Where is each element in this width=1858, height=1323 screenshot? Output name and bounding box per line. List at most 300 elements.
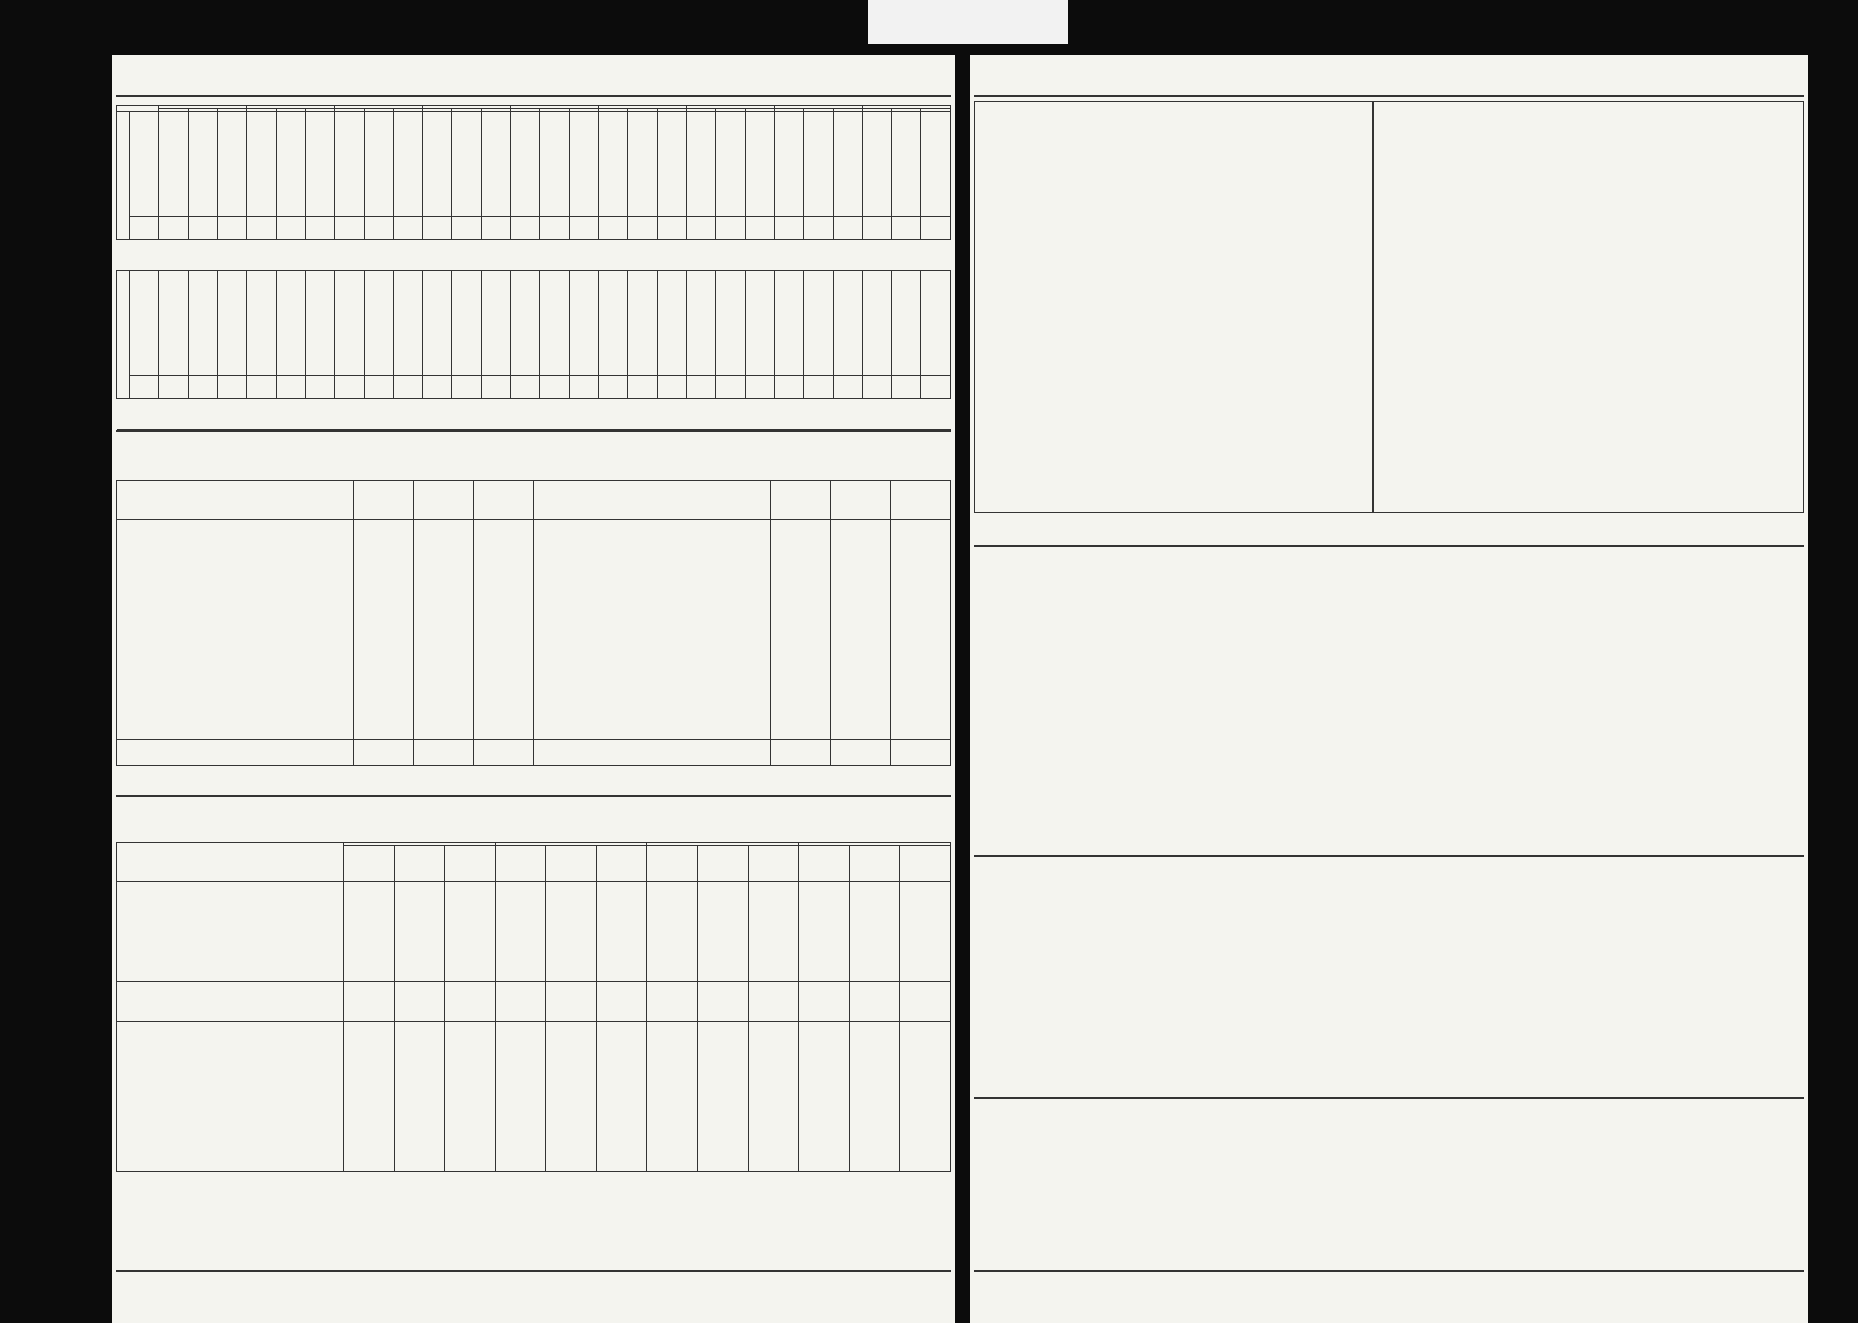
imm-blurred-cell: [481, 161, 510, 172]
imm-blurred-cell: [335, 112, 364, 129]
imm-blurred-cell: [305, 161, 334, 172]
imm-row-label: [130, 183, 159, 194]
em-blurred-cell: [276, 353, 305, 364]
em-blurred-cell: [393, 364, 422, 376]
em-blurred-cell: [247, 364, 276, 376]
table-row: [117, 1022, 951, 1172]
imm-blurred-cell: [159, 128, 188, 139]
imm-blurred-cell: [540, 150, 569, 161]
em-blurred-cell: [833, 309, 862, 320]
table-row: [117, 520, 951, 740]
em-blurred-cell: [540, 298, 569, 309]
em-blurred-cell: [423, 287, 452, 298]
em-blurred-cell: [335, 331, 364, 342]
right-t-col: [891, 520, 951, 740]
em-blurred-cell: [628, 309, 657, 320]
imm-blurred-cell: [481, 150, 510, 161]
em-blurred-cell: [393, 298, 422, 309]
em-blurred-cell: [247, 287, 276, 298]
imm-blurred-cell: [599, 161, 628, 172]
em-blurred-cell: [481, 331, 510, 342]
em-blurred-cell: [452, 271, 481, 288]
descrizione-header: [117, 843, 344, 882]
table-row: [117, 240, 951, 271]
imm-blurred-cell: [159, 150, 188, 161]
em-blurred-total: [452, 376, 481, 399]
imm-blurred-cell: [833, 194, 862, 205]
em-blurred-total: [481, 376, 510, 399]
em-blurred-cell: [217, 298, 246, 309]
em-blurred-cell: [657, 364, 686, 376]
em-blurred-cell: [833, 364, 862, 376]
migration-table: [116, 105, 951, 430]
imm-blurred-cell: [540, 139, 569, 150]
imm-blurred-cell: [217, 150, 246, 161]
em-blurred-cell: [540, 287, 569, 298]
em-blurred-total: [540, 376, 569, 399]
imm-blurred-cell: [804, 161, 833, 172]
imm-blurred-cell: [833, 172, 862, 183]
em-blurred-cell: [716, 320, 745, 331]
em-blurred-cell: [569, 309, 598, 320]
em-blurred-cell: [569, 287, 598, 298]
em-blurred-cell: [188, 320, 217, 331]
em-blurred-cell: [569, 298, 598, 309]
imm-blurred-cell: [364, 161, 393, 172]
sub-header: [647, 846, 698, 882]
imm-blurred-cell: [804, 150, 833, 161]
em-blurred-cell: [511, 298, 540, 309]
em-total-cell: [921, 309, 951, 320]
em-blurred-cell: [774, 353, 803, 364]
imm-blurred-cell: [481, 139, 510, 150]
em-blurred-cell: [364, 353, 393, 364]
sub-header: [596, 846, 647, 882]
table-row: [117, 287, 951, 298]
em-blurred-total: [686, 376, 715, 399]
em-blurred-cell: [804, 320, 833, 331]
em-blurred-total: [305, 376, 334, 399]
maschi-header-2: [771, 481, 831, 520]
imm-blurred-cell: [745, 194, 774, 205]
imm-blurred-cell: [364, 183, 393, 194]
row-value: [799, 1022, 850, 1172]
em-blurred-cell: [159, 331, 188, 342]
em-blurred-cell: [511, 320, 540, 331]
em-blurred-cell: [305, 331, 334, 342]
imm-blurred-cell: [364, 150, 393, 161]
em-blurred-cell: [540, 342, 569, 353]
imm-blurred-cell: [364, 205, 393, 217]
em-total-cell: [921, 353, 951, 364]
em-blurred-cell: [569, 353, 598, 364]
imm-blurred-cell: [657, 183, 686, 194]
imm-total-cell: [921, 183, 951, 194]
em-blurred-cell: [804, 298, 833, 309]
em-blurred-cell: [716, 309, 745, 320]
em-blurred-cell: [217, 287, 246, 298]
em-blurred-cell: [276, 364, 305, 376]
em-blurred-cell: [452, 353, 481, 364]
table-row: [117, 183, 951, 194]
imm-blurred-cell: [452, 205, 481, 217]
imm-blurred-cell: [452, 150, 481, 161]
imm-blurred-cell: [393, 128, 422, 139]
em-blurred-cell: [335, 287, 364, 298]
em-blurred-cell: [452, 331, 481, 342]
em-blurred-cell: [628, 320, 657, 331]
imm-blurred-cell: [569, 112, 598, 129]
row-value: [495, 1022, 546, 1172]
diseases-table: [116, 480, 951, 766]
em-blurred-cell: [833, 320, 862, 331]
top-page-tab: [868, 0, 1068, 44]
right-page: [970, 55, 1808, 1323]
em-blurred-cell: [217, 342, 246, 353]
imm-blurred-cell: [569, 161, 598, 172]
totale-header-2: [891, 481, 951, 520]
em-blurred-total: [247, 376, 276, 399]
em-blurred-cell: [599, 320, 628, 331]
em-blurred-cell: [276, 309, 305, 320]
imm-blurred-cell: [452, 139, 481, 150]
em-total-cell: [921, 342, 951, 353]
em-blurred-cell: [305, 287, 334, 298]
imm-blurred-cell: [481, 112, 510, 129]
imm-blurred-cell: [657, 161, 686, 172]
imm-blurred-cell: [423, 150, 452, 161]
divider: [116, 95, 951, 97]
em-blurred-cell: [628, 298, 657, 309]
em-blurred-total: [364, 376, 393, 399]
em-blurred-cell: [335, 271, 364, 288]
imm-blurred-cell: [804, 205, 833, 217]
imm-blurred-total: [393, 217, 422, 240]
imm-blurred-cell: [804, 183, 833, 194]
em-blurred-total: [423, 376, 452, 399]
imm-blurred-cell: [393, 194, 422, 205]
imm-blurred-cell: [628, 112, 657, 129]
em-row-label: [130, 271, 159, 288]
imm-blurred-cell: [393, 139, 422, 150]
em-blurred-cell: [217, 353, 246, 364]
em-blurred-cell: [599, 298, 628, 309]
imm-blurred-cell: [217, 205, 246, 217]
em-blurred-cell: [628, 342, 657, 353]
em-blurred-total: [599, 376, 628, 399]
imm-blurred-cell: [628, 150, 657, 161]
row-value: [394, 882, 445, 982]
em-blurred-cell: [599, 364, 628, 376]
imm-blurred-cell: [393, 112, 422, 129]
imm-blurred-cell: [833, 139, 862, 150]
em-blurred-cell: [511, 271, 540, 288]
em-blurred-cell: [745, 309, 774, 320]
sub-header: [748, 846, 799, 882]
imm-blurred-cell: [511, 128, 540, 139]
em-blurred-cell: [833, 287, 862, 298]
imm-blurred-cell: [335, 150, 364, 161]
imm-grand-total: [862, 217, 891, 240]
imm-blurred-cell: [481, 128, 510, 139]
em-blurred-cell: [540, 320, 569, 331]
table-row: [117, 320, 951, 331]
imm-blurred-cell: [540, 194, 569, 205]
row-value: [900, 982, 951, 1022]
totale-m: [771, 740, 831, 766]
imm-blurred-cell: [217, 183, 246, 194]
table-row: [117, 740, 951, 766]
imm-total-cell: [892, 139, 921, 150]
imm-blurred-cell: [247, 112, 276, 129]
imm-blurred-cell: [188, 183, 217, 194]
row-value: [394, 1022, 445, 1172]
em-blurred-cell: [452, 320, 481, 331]
imm-blurred-total: [452, 217, 481, 240]
em-blurred-cell: [774, 287, 803, 298]
imm-blurred-total: [305, 217, 334, 240]
imm-blurred-cell: [657, 112, 686, 129]
imm-blurred-cell: [305, 150, 334, 161]
imm-blurred-cell: [188, 139, 217, 150]
imm-blurred-cell: [364, 128, 393, 139]
sub-header: [900, 846, 951, 882]
imm-blurred-cell: [452, 194, 481, 205]
imm-blurred-cell: [364, 194, 393, 205]
divider: [974, 95, 1804, 97]
em-blurred-cell: [745, 287, 774, 298]
imm-blurred-cell: [276, 172, 305, 183]
imm-blurred-cell: [364, 139, 393, 150]
imm-blurred-total: [599, 217, 628, 240]
em-total-cell: [892, 353, 921, 364]
imm-blurred-total: [217, 217, 246, 240]
em-blurred-cell: [423, 271, 452, 288]
em-blurred-cell: [188, 298, 217, 309]
row-value: [546, 882, 597, 982]
em-blurred-cell: [628, 287, 657, 298]
sub-header: [698, 846, 749, 882]
divider: [116, 795, 951, 797]
em-blurred-cell: [599, 342, 628, 353]
totale-t: [891, 740, 951, 766]
em-total-cell: [862, 342, 891, 353]
row-value: [900, 1022, 951, 1172]
imm-total-cell: [892, 194, 921, 205]
em-blurred-cell: [833, 271, 862, 288]
imm-blurred-cell: [335, 172, 364, 183]
divider: [974, 1097, 1804, 1099]
imm-blurred-cell: [423, 139, 452, 150]
imm-blurred-cell: [569, 150, 598, 161]
imm-blurred-cell: [540, 128, 569, 139]
imm-blurred-cell: [335, 161, 364, 172]
imm-blurred-cell: [774, 139, 803, 150]
em-blurred-cell: [540, 353, 569, 364]
imm-blurred-cell: [452, 161, 481, 172]
imm-blurred-cell: [628, 139, 657, 150]
imm-blurred-total: [686, 217, 715, 240]
em-blurred-cell: [686, 287, 715, 298]
em-total-cell: [862, 309, 891, 320]
row-value: [546, 1022, 597, 1172]
em-blurred-total: [833, 376, 862, 399]
em-blurred-total: [745, 376, 774, 399]
ricoveri-box: [1372, 101, 1804, 513]
em-blurred-cell: [452, 364, 481, 376]
em-total-label: [130, 376, 159, 399]
left-page: [112, 55, 955, 1323]
row-value: [445, 882, 496, 982]
imm-blurred-cell: [745, 172, 774, 183]
em-blurred-cell: [247, 353, 276, 364]
imm-blurred-cell: [188, 172, 217, 183]
femm-header-2: [831, 481, 891, 520]
em-blurred-cell: [247, 331, 276, 342]
imm-blurred-cell: [481, 183, 510, 194]
imm-blurred-cell: [686, 161, 715, 172]
imm-blurred-cell: [276, 161, 305, 172]
em-total-cell: [921, 271, 951, 288]
imm-blurred-total: [247, 217, 276, 240]
imm-blurred-cell: [305, 194, 334, 205]
imm-blurred-cell: [774, 161, 803, 172]
em-blurred-cell: [276, 331, 305, 342]
em-blurred-cell: [364, 320, 393, 331]
imm-blurred-total: [276, 217, 305, 240]
row-value: [495, 882, 546, 982]
em-blurred-cell: [335, 320, 364, 331]
em-total-cell: [892, 271, 921, 288]
em-blurred-cell: [569, 271, 598, 288]
em-blurred-cell: [511, 342, 540, 353]
table-row: [117, 399, 951, 430]
em-blurred-cell: [393, 287, 422, 298]
table-row: [117, 150, 951, 161]
table-row: [117, 128, 951, 139]
em-blurred-total: [774, 376, 803, 399]
imm-blurred-total: [716, 217, 745, 240]
imm-total-cell: [862, 150, 891, 161]
em-blurred-total: [716, 376, 745, 399]
em-blurred-cell: [804, 287, 833, 298]
em-blurred-cell: [804, 331, 833, 342]
em-total-cell: [862, 331, 891, 342]
imm-blurred-cell: [335, 194, 364, 205]
imm-blurred-cell: [657, 150, 686, 161]
imm-blurred-cell: [686, 194, 715, 205]
imm-blurred-cell: [335, 128, 364, 139]
imm-blurred-cell: [716, 150, 745, 161]
em-grand-total: [921, 376, 951, 399]
imm-blurred-cell: [423, 112, 452, 129]
em-blurred-cell: [716, 287, 745, 298]
imm-blurred-cell: [423, 183, 452, 194]
em-blurred-cell: [247, 342, 276, 353]
imm-grand-total: [921, 217, 951, 240]
row-value: [495, 982, 546, 1022]
row-value: [698, 1022, 749, 1172]
imm-blurred-cell: [393, 150, 422, 161]
em-row-label: [130, 364, 159, 376]
imm-blurred-cell: [247, 128, 276, 139]
em-blurred-cell: [511, 353, 540, 364]
em-blurred-cell: [335, 342, 364, 353]
imm-blurred-total: [833, 217, 862, 240]
em-row-label: [130, 298, 159, 309]
imm-blurred-cell: [657, 139, 686, 150]
maschi-header: [354, 481, 414, 520]
imm-blurred-cell: [745, 139, 774, 150]
left-disease-list: [117, 520, 354, 740]
imm-row-label: [130, 128, 159, 139]
table-row: [117, 217, 951, 240]
imm-blurred-cell: [188, 194, 217, 205]
imm-blurred-cell: [599, 205, 628, 217]
sub-header: [546, 846, 597, 882]
em-blurred-cell: [569, 331, 598, 342]
imm-blurred-cell: [569, 139, 598, 150]
em-total-cell: [862, 353, 891, 364]
em-blurred-cell: [305, 271, 334, 288]
em-total-cell: [892, 364, 921, 376]
em-blurred-cell: [393, 320, 422, 331]
em-blurred-cell: [599, 331, 628, 342]
divider: [974, 1270, 1804, 1272]
imm-blurred-cell: [217, 161, 246, 172]
em-blurred-cell: [511, 309, 540, 320]
imm-blurred-cell: [569, 128, 598, 139]
imm-total-cell: [862, 139, 891, 150]
sub-header: [495, 846, 546, 882]
imm-blurred-cell: [628, 128, 657, 139]
em-blurred-cell: [686, 271, 715, 288]
em-total-cell: [892, 298, 921, 309]
sub-header: [799, 846, 850, 882]
malattie-header-2: [534, 481, 771, 520]
imm-blurred-cell: [716, 183, 745, 194]
em-blurred-cell: [657, 342, 686, 353]
imm-blurred-cell: [540, 172, 569, 183]
imm-blurred-cell: [305, 128, 334, 139]
em-blurred-cell: [833, 298, 862, 309]
imm-blurred-cell: [217, 194, 246, 205]
imm-blurred-total: [335, 217, 364, 240]
row-value: [698, 882, 749, 982]
em-blurred-cell: [833, 342, 862, 353]
imm-blurred-cell: [628, 205, 657, 217]
em-blurred-cell: [276, 271, 305, 288]
em-blurred-cell: [217, 320, 246, 331]
row-value: [546, 982, 597, 1022]
imm-blurred-total: [364, 217, 393, 240]
divider: [116, 1270, 951, 1272]
imm-blurred-cell: [686, 183, 715, 194]
imm-total-cell: [892, 161, 921, 172]
imm-blurred-cell: [716, 172, 745, 183]
em-blurred-cell: [774, 271, 803, 288]
em-blurred-cell: [305, 364, 334, 376]
em-vertical-label: [117, 271, 130, 399]
em-total-cell: [921, 331, 951, 342]
row-value: [799, 982, 850, 1022]
em-blurred-cell: [159, 364, 188, 376]
table-row: [117, 298, 951, 309]
em-blurred-cell: [745, 320, 774, 331]
imm-blurred-cell: [774, 128, 803, 139]
em-blurred-cell: [745, 364, 774, 376]
em-blurred-cell: [745, 298, 774, 309]
